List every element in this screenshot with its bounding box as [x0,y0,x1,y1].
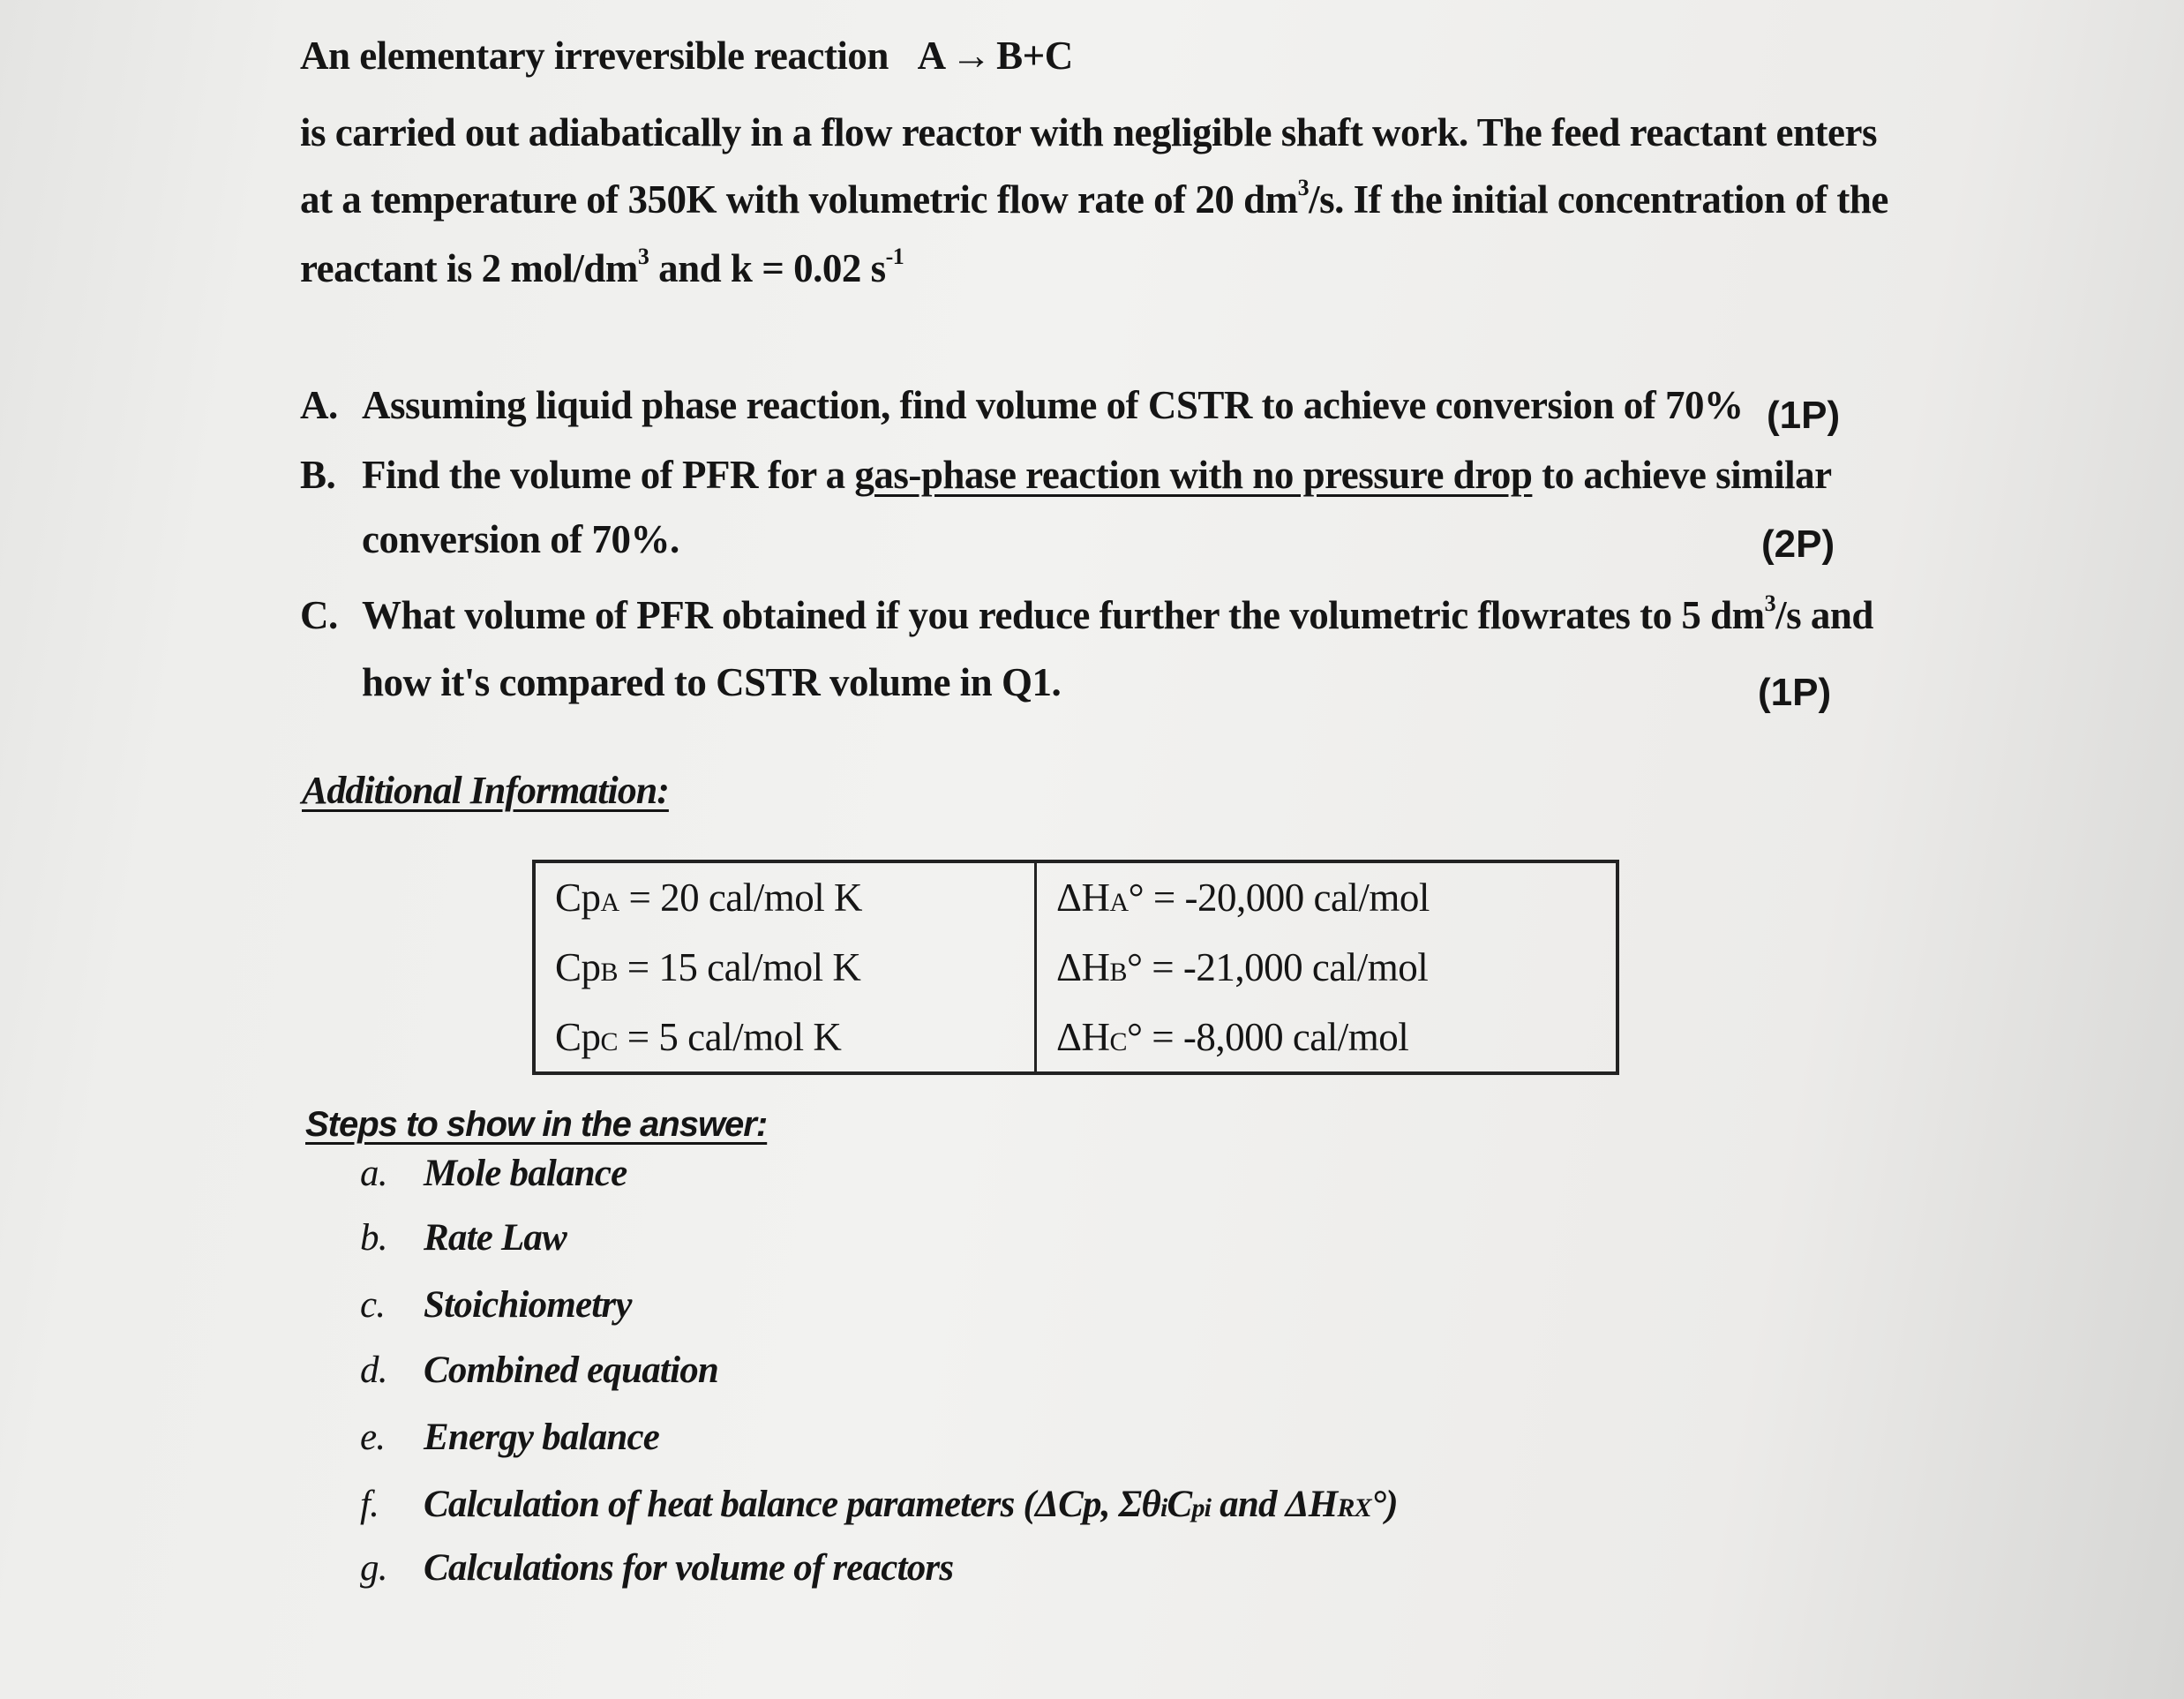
additional-info-heading: Additional Information: [302,769,669,812]
step-b-text: Rate Law [424,1217,567,1259]
steps-heading: Steps to show in the answer: [305,1105,768,1144]
question-a-letter: A. [300,383,338,427]
problem-line-4 [300,245,904,291]
step-f-text-a: Calculation of heat balance parameters (ΔCp, Σθ [424,1484,1160,1525]
step-c-text: Stoichiometry [424,1284,632,1326]
step-c [360,1283,632,1327]
table-row [534,1002,1617,1073]
cp-b-value: = 15 cal/mol K [618,944,861,989]
step-f-text-b: C [1167,1484,1192,1525]
reaction-prefix: An elementary irreversible reaction [300,34,889,78]
problem-line-4-sup2: -1 [885,244,904,269]
question-b [300,452,1832,498]
additional-info-table [532,860,1619,1075]
question-b-letter: B. [300,453,336,497]
step-a-key: a. [360,1153,387,1194]
step-d-key: d. [360,1349,387,1391]
step-a [360,1152,627,1195]
question-c [300,592,1873,638]
question-b-text-a: Find the volume of PFR for a [362,453,855,497]
question-c-line-2: how it's compared to CSTR volume in Q1. [362,660,1062,704]
step-f-sub-3: RX [1337,1493,1371,1522]
reaction-rhs: B+C [996,34,1073,78]
step-f-key: f. [360,1484,379,1525]
problem-line-3-b: /s. If the initial concentration of the [1309,177,1888,222]
question-b-line-2: conversion of 70%. [362,517,679,561]
question-b-underlined: gas-phase reaction with no pressure drop [854,453,1533,497]
step-d [360,1349,718,1392]
dh-c-cell [1036,1002,1618,1073]
step-e-key: e. [360,1417,386,1458]
dh-b-value: ° = -21,000 cal/mol [1126,944,1429,989]
step-f-text-c: and ΔH [1211,1484,1338,1525]
question-c-points: (1P) [1758,671,1832,714]
problem-line-4-sup: 3 [637,244,649,269]
step-f-text-d: °) [1370,1484,1398,1525]
problem-line-3-a: at a temperature of 350K with volumetric flow rate of 20 dm [300,177,1298,222]
cp-b-cell [534,933,1036,1003]
step-g-text: Calculations for volume of reactors [424,1547,954,1589]
step-a-text: Mole balance [424,1153,627,1194]
question-a [300,382,1744,428]
reaction-arrow-icon: → [950,33,992,78]
dh-c-label: ΔH [1056,1014,1110,1059]
cp-a-sub: A [600,888,619,918]
question-a-text: Assuming liquid phase reaction, find volume of CSTR to achieve conversion of 70% [362,383,1744,427]
cp-c-label: Cp [555,1014,601,1059]
table-row [534,861,1617,933]
question-c-letter: C. [300,593,338,637]
dh-a-value: ° = -20,000 cal/mol [1128,876,1430,921]
dh-a-label: ΔH [1056,876,1110,921]
step-g [360,1546,953,1590]
dh-a-sub: A [1109,888,1129,918]
step-b [360,1216,567,1259]
cp-c-sub: C [600,1026,619,1056]
question-c-text-a: What volume of PFR obtained if you reduce further the volumetric flowrates to 5 dm [362,593,1765,637]
step-f-sub-1: i [1160,1493,1167,1522]
step-f-sub-2: pi [1191,1493,1212,1522]
question-b-text-b: to achieve similar [1532,453,1832,497]
dh-b-cell [1036,933,1618,1003]
cp-a-value: = 20 cal/mol K [619,876,863,921]
question-a-points: (1P) [1767,394,1841,437]
table-row [534,933,1617,1003]
cp-a-cell [534,861,1036,933]
question-b-points: (2P) [1761,522,1835,566]
problem-line-3-sup: 3 [1297,175,1310,200]
dh-b-label: ΔH [1056,944,1110,989]
problem-line-3 [300,177,1888,222]
dh-c-sub: C [1109,1026,1127,1056]
step-d-text: Combined equation [424,1349,719,1391]
dh-a-cell [1036,861,1618,933]
question-c-text-b: /s and [1775,593,1873,637]
step-e-text: Energy balance [424,1417,660,1458]
question-c-sup: 3 [1764,590,1776,616]
dh-c-value: ° = -8,000 cal/mol [1126,1014,1409,1059]
dh-b-sub: B [1109,957,1127,987]
cp-b-label: Cp [555,944,601,989]
cp-b-sub: B [600,957,619,987]
problem-line-1 [300,32,1073,79]
cp-c-value: = 5 cal/mol K [618,1014,842,1059]
problem-line-4-a: reactant is 2 mol/dm [300,246,638,290]
cp-a-label: Cp [555,876,601,921]
problem-line-2: is carried out adiabatically in a flow reactor with negligible shaft work. The feed reactant enters [300,110,1877,154]
step-e [360,1416,659,1459]
step-b-key: b. [360,1217,387,1259]
cp-c-cell [534,1002,1036,1073]
reaction-lhs: A [917,34,946,78]
step-c-key: c. [360,1284,386,1326]
step-g-key: g. [360,1547,387,1589]
problem-line-4-b: and k = 0.02 s [649,246,886,290]
step-f [360,1483,1398,1526]
